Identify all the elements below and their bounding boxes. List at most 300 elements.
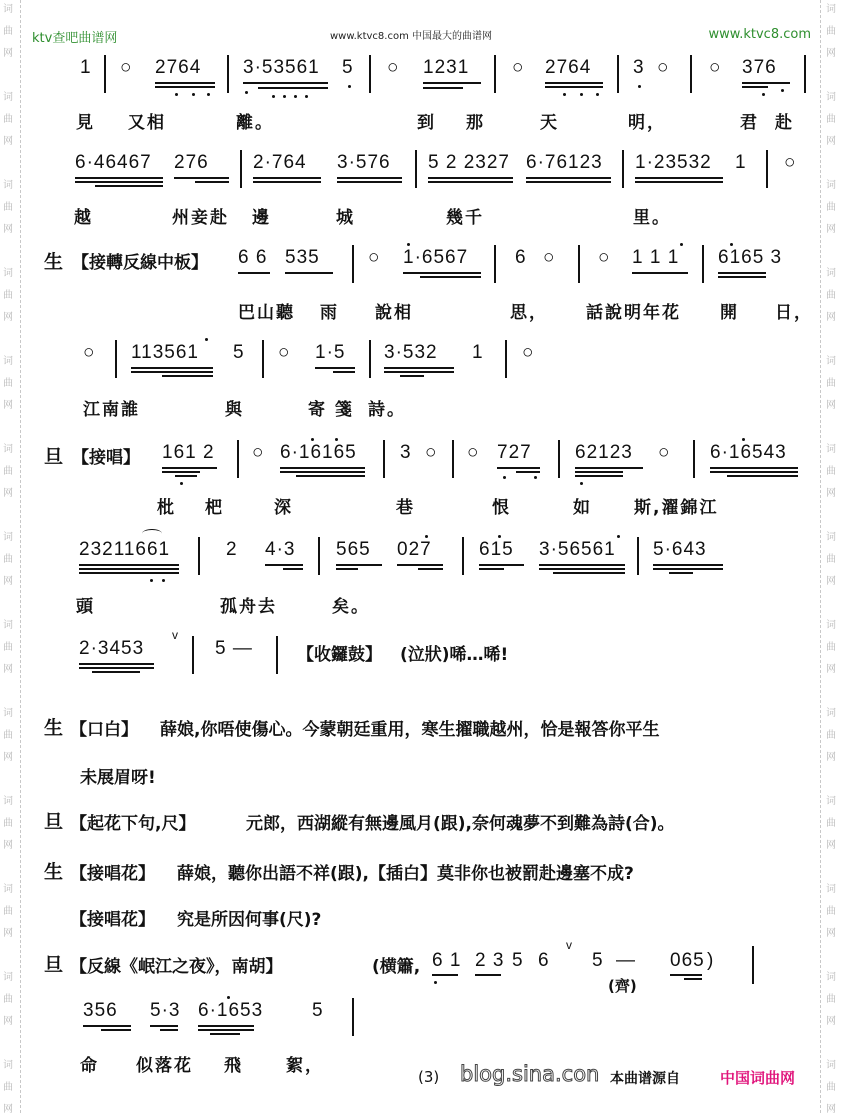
note-group: 727 xyxy=(497,442,532,463)
breath-mark: v xyxy=(566,938,573,952)
lyric: 如 xyxy=(573,498,592,518)
watermark-char: 词 xyxy=(826,620,836,631)
underline xyxy=(336,568,358,570)
underline xyxy=(670,974,702,976)
note: 6 xyxy=(515,247,527,268)
lyric: 巷 xyxy=(396,498,415,518)
lyric: 寄 箋 xyxy=(308,400,354,420)
barline xyxy=(318,537,320,575)
note-group: 1 1 1 xyxy=(632,247,680,268)
watermark-char: 曲 xyxy=(3,642,13,653)
note-group: 2 3 xyxy=(475,950,505,971)
underline xyxy=(210,1033,240,1035)
note-group: 535 xyxy=(285,247,320,268)
underline xyxy=(337,181,402,183)
lyric: 城 xyxy=(336,208,355,228)
watermark-char: 网 xyxy=(826,136,836,147)
lyric: 明， xyxy=(628,113,666,133)
watermark-char: 曲 xyxy=(826,554,836,565)
watermark-char: 网 xyxy=(3,224,13,235)
barline xyxy=(369,55,371,93)
underline xyxy=(253,177,321,179)
watermark-char: 曲 xyxy=(826,290,836,301)
watermark-char: 曲 xyxy=(826,994,836,1005)
octave-dot xyxy=(205,338,208,341)
source-site-link[interactable]: 中国词曲网 xyxy=(720,1069,796,1087)
octave-dot xyxy=(311,438,314,441)
watermark-char: 网 xyxy=(826,752,836,763)
watermark-char: 网 xyxy=(826,48,836,59)
role-label: 生 xyxy=(44,861,64,883)
rest: ○ xyxy=(522,342,535,363)
lyric: 州妾赴 xyxy=(172,208,229,228)
underline xyxy=(400,375,424,377)
watermark-char: 曲 xyxy=(826,818,836,829)
underline xyxy=(526,181,611,183)
barline xyxy=(505,340,507,378)
underline xyxy=(397,564,443,566)
tune-tag: 【接唱】 xyxy=(72,448,140,468)
underline xyxy=(423,87,463,89)
octave-dot xyxy=(580,93,583,96)
lyric: 孤舟去 xyxy=(220,597,277,617)
lyric: 思， xyxy=(510,303,548,323)
left-watermark-strip xyxy=(0,0,21,1113)
tune-tag: 【接轉反線中板】 xyxy=(72,253,208,273)
watermark-char: 网 xyxy=(3,1104,13,1115)
note-group: 5·643 xyxy=(653,539,707,560)
lyric: 杷 xyxy=(205,498,224,518)
barline xyxy=(115,340,117,378)
octave-dot xyxy=(434,981,437,984)
lyric: 矣。 xyxy=(332,597,370,617)
underline xyxy=(79,667,154,669)
role-label: 旦 xyxy=(44,954,64,976)
underline xyxy=(423,82,481,84)
note-group: 2764 xyxy=(155,57,202,78)
role-label: 生 xyxy=(44,717,64,739)
watermark-char: 曲 xyxy=(3,818,13,829)
barline xyxy=(104,55,106,93)
note: 3 xyxy=(400,442,412,463)
octave-dot xyxy=(730,243,733,246)
close-paren: ) xyxy=(707,950,715,971)
underline xyxy=(742,82,790,84)
note-group: 6·16165 xyxy=(280,442,357,463)
lyric: 深 xyxy=(274,498,293,518)
watermark-char: 曲 xyxy=(826,1082,836,1093)
octave-dot xyxy=(498,535,501,538)
barline xyxy=(237,440,239,478)
barline xyxy=(383,440,385,478)
note-group: 065 xyxy=(670,950,705,971)
underline xyxy=(727,475,798,477)
note-group: 3·56561 xyxy=(539,539,616,560)
barline xyxy=(494,55,496,93)
lyric: 那 xyxy=(466,113,485,133)
underline xyxy=(280,471,365,473)
underline xyxy=(315,367,355,369)
watermark-char: 词 xyxy=(3,4,13,15)
note-group: 1·6567 xyxy=(403,247,469,268)
rest: ○ xyxy=(368,247,381,268)
underline xyxy=(198,1025,254,1027)
underline xyxy=(258,87,328,89)
watermark-char: 词 xyxy=(826,1060,836,1071)
barline xyxy=(198,537,200,575)
note-group: 615 xyxy=(479,539,514,560)
underline xyxy=(265,564,303,566)
underline xyxy=(539,568,625,570)
lyric: 話說明年花 xyxy=(586,303,681,323)
right-watermark-strip xyxy=(820,0,843,1113)
underline xyxy=(150,1025,178,1027)
underline xyxy=(131,371,213,373)
octave-dot xyxy=(180,482,183,485)
underline xyxy=(296,475,365,477)
speech-tag-cont: 【接唱花】 xyxy=(70,910,155,930)
note-group: 2764 xyxy=(545,57,592,78)
watermark-char: 词 xyxy=(3,532,13,543)
barline xyxy=(262,340,264,378)
lyric: 頭 xyxy=(76,597,95,617)
watermark-char: 曲 xyxy=(826,642,836,653)
watermark-char: 网 xyxy=(826,1104,836,1115)
watermark-char: 词 xyxy=(826,444,836,455)
watermark-char: 网 xyxy=(826,576,836,587)
note-group: 6 6 xyxy=(238,247,268,268)
underline xyxy=(497,467,540,469)
rest: ○ xyxy=(387,57,400,78)
watermark-char: 曲 xyxy=(3,378,13,389)
source-label: 本曲谱源自 xyxy=(610,1071,680,1087)
underline xyxy=(336,564,382,566)
barline xyxy=(452,440,454,478)
watermark-char: 词 xyxy=(826,972,836,983)
note-group: 565 xyxy=(336,539,371,560)
speech-text-cont: 究是所因何事(尺)? xyxy=(177,910,322,930)
underline xyxy=(684,978,702,980)
barline xyxy=(558,440,560,478)
lyric: 見 xyxy=(76,113,95,133)
instrument-note: (齊) xyxy=(608,977,637,995)
underline xyxy=(479,568,504,570)
octave-dot xyxy=(680,243,683,246)
rest: ○ xyxy=(467,442,480,463)
rest: ○ xyxy=(543,247,556,268)
watermark-char: 词 xyxy=(826,532,836,543)
note-group: 5 2 2327 xyxy=(428,152,510,173)
rest: ○ xyxy=(657,57,670,78)
underline xyxy=(79,568,179,570)
watermark-char: 曲 xyxy=(826,26,836,37)
note-group: 356 xyxy=(83,1000,118,1021)
lyric: 幾千 xyxy=(446,208,484,228)
watermark-char: 词 xyxy=(826,4,836,15)
barline xyxy=(276,636,278,674)
watermark-char: 词 xyxy=(3,708,13,719)
dash: — xyxy=(616,950,636,971)
watermark-char: 曲 xyxy=(826,378,836,389)
watermark-char: 曲 xyxy=(3,906,13,917)
lyric: 飛 xyxy=(224,1056,243,1076)
barline xyxy=(804,55,806,93)
role-label: 生 xyxy=(44,251,64,273)
underline xyxy=(403,272,481,274)
note-group: 113561 xyxy=(131,342,199,363)
watermark-char: 词 xyxy=(826,884,836,895)
barline xyxy=(702,245,704,283)
underline xyxy=(280,467,365,469)
header-left-site[interactable]: ktv查吧曲谱网 xyxy=(32,31,118,46)
role-label: 旦 xyxy=(44,811,64,833)
underline xyxy=(333,371,355,373)
octave-dot xyxy=(596,93,599,96)
watermark-char: 词 xyxy=(3,796,13,807)
speech-text: 元郎，西湖縱有無邊風月(跟),奈何魂夢不到難為詩(合)。 xyxy=(246,814,675,834)
watermark-char: 网 xyxy=(826,664,836,675)
note-group: 1·5 xyxy=(315,342,346,363)
note-group: 3·53561 xyxy=(243,57,320,78)
watermark-char: 词 xyxy=(3,444,13,455)
lyric: 邊 xyxy=(252,208,271,228)
page-number: (3) xyxy=(418,1068,440,1086)
barline xyxy=(578,245,580,283)
underline xyxy=(384,367,454,369)
watermark-char: 词 xyxy=(3,884,13,895)
underline xyxy=(418,568,443,570)
underline xyxy=(516,471,540,473)
underline xyxy=(79,663,154,665)
note-group: 376 xyxy=(742,57,777,78)
lyric: 詩。 xyxy=(368,400,406,420)
octave-dot xyxy=(617,535,620,538)
watermark-char: 词 xyxy=(3,620,13,631)
note-group: 1·23532 xyxy=(635,152,712,173)
underline xyxy=(238,272,270,274)
barline xyxy=(617,55,619,93)
octave-dot xyxy=(762,93,765,96)
octave-dot xyxy=(563,93,566,96)
underline xyxy=(428,181,513,183)
octave-dot xyxy=(207,93,210,96)
barline xyxy=(690,55,692,93)
underline xyxy=(632,272,688,274)
watermark-char: 词 xyxy=(3,268,13,279)
watermark-char: 曲 xyxy=(826,114,836,125)
underline xyxy=(79,572,179,574)
watermark-char: 词 xyxy=(3,972,13,983)
watermark-char: 网 xyxy=(3,312,13,323)
underline xyxy=(539,564,625,566)
note-group: 027 xyxy=(397,539,432,560)
note-group: 23211661 xyxy=(79,539,171,560)
note-group: 161 2 xyxy=(162,442,215,463)
note-group: 62123 xyxy=(575,442,633,463)
watermark-char: 词 xyxy=(826,796,836,807)
barline xyxy=(462,537,464,575)
underline xyxy=(83,1025,131,1027)
barline xyxy=(766,150,768,188)
underline xyxy=(428,177,513,179)
lyric: 君 xyxy=(740,113,759,133)
lyric: 離。 xyxy=(236,113,274,133)
rest: ○ xyxy=(658,442,671,463)
lyric: 又相 xyxy=(128,113,166,133)
underline xyxy=(575,467,643,469)
watermark-char: 网 xyxy=(3,136,13,147)
watermark-char: 词 xyxy=(826,356,836,367)
percussion-tag: 【收鑼鼓】 xyxy=(297,645,382,665)
octave-dot xyxy=(348,85,351,88)
watermark-char: 网 xyxy=(3,928,13,939)
octave-dot xyxy=(294,95,297,98)
underline xyxy=(432,974,458,976)
underline xyxy=(384,371,454,373)
lyric: 天 xyxy=(540,113,559,133)
watermark-char: 曲 xyxy=(3,26,13,37)
underline xyxy=(553,572,625,574)
underline xyxy=(79,564,179,566)
note-group: 5·3 xyxy=(150,1000,181,1021)
speech-tag: 【起花下句,尺】 xyxy=(70,814,196,834)
barline xyxy=(494,245,496,283)
note: 1 xyxy=(472,342,484,363)
note-group: 6165 3 xyxy=(718,247,783,268)
speech-text: 薛娘，聽你出語不祥(跟),【插白】莫非你也被罰赴邊塞不成? xyxy=(177,864,634,884)
watermark-char: 网 xyxy=(826,312,836,323)
barline xyxy=(352,998,354,1036)
octave-dot xyxy=(638,85,641,88)
octave-dot xyxy=(335,438,338,441)
watermark-char: 词 xyxy=(826,92,836,103)
lyric: 斯,濯錦江 xyxy=(634,498,719,518)
barline xyxy=(752,946,754,984)
underline xyxy=(101,1029,131,1031)
rest: ○ xyxy=(598,247,611,268)
note-group: 4·3 xyxy=(265,539,296,560)
watermark-char: 网 xyxy=(3,488,13,499)
watermark-char: 曲 xyxy=(826,466,836,477)
note-group: 2·764 xyxy=(253,152,307,173)
underline xyxy=(162,375,213,377)
lyric: 命 xyxy=(80,1056,99,1076)
note: 5 xyxy=(592,950,604,971)
rest: ○ xyxy=(120,57,133,78)
action-text: (泣狀)唏…唏! xyxy=(400,645,509,665)
underline xyxy=(653,568,723,570)
rest: ○ xyxy=(512,57,525,78)
note-group: 6·46467 xyxy=(75,152,152,173)
underline xyxy=(75,177,163,179)
underline xyxy=(420,276,481,278)
speech-tag: 【接唱花】 xyxy=(70,864,155,884)
underline xyxy=(635,177,723,179)
note: 2 xyxy=(226,539,238,560)
underline xyxy=(131,367,213,369)
octave-dot xyxy=(192,93,195,96)
watermark-char: 网 xyxy=(3,1016,13,1027)
barline xyxy=(227,55,229,93)
rest: ○ xyxy=(83,342,96,363)
underline xyxy=(155,86,215,88)
barline xyxy=(240,150,242,188)
underline xyxy=(160,1029,178,1031)
rest: ○ xyxy=(252,442,265,463)
octave-dot xyxy=(407,243,410,246)
octave-dot xyxy=(580,482,583,485)
lyric: 雨 xyxy=(320,303,339,323)
slur xyxy=(142,529,162,538)
watermark-char: 词 xyxy=(3,1060,13,1071)
watermark-char: 网 xyxy=(826,400,836,411)
underline xyxy=(718,272,766,274)
underline xyxy=(526,177,611,179)
role-label: 旦 xyxy=(44,446,64,468)
lyric: 恨 xyxy=(492,498,511,518)
lyric: 枇 xyxy=(157,498,176,518)
blog-watermark: blog.sina.con xyxy=(460,1062,600,1086)
barline xyxy=(637,537,639,575)
underline xyxy=(162,471,200,473)
underline xyxy=(635,181,723,183)
note: 5 xyxy=(342,57,354,78)
watermark-char: 网 xyxy=(826,224,836,235)
watermark-char: 曲 xyxy=(826,906,836,917)
octave-dot xyxy=(503,476,506,479)
lyric: 日， xyxy=(775,303,813,323)
note-group: 6·76123 xyxy=(526,152,603,173)
underline xyxy=(710,471,798,473)
octave-dot xyxy=(227,996,230,999)
speech-text-cont: 未展眉呀! xyxy=(80,768,156,788)
watermark-char: 词 xyxy=(826,180,836,191)
underline xyxy=(545,86,603,88)
rest: ○ xyxy=(278,342,291,363)
note-group: 6 1 xyxy=(432,950,462,971)
watermark-char: 网 xyxy=(3,400,13,411)
watermark-char: 曲 xyxy=(3,466,13,477)
underline xyxy=(195,181,229,183)
lyric: 開 xyxy=(720,303,739,323)
note: 5 xyxy=(512,950,524,971)
header-center-text: www.ktvc8.com 中国最大的曲谱网 xyxy=(330,31,493,42)
watermark-char: 网 xyxy=(3,48,13,59)
watermark-char: 词 xyxy=(826,708,836,719)
note-group: 3·576 xyxy=(337,152,391,173)
watermark-char: 网 xyxy=(826,488,836,499)
header-right-site[interactable]: www.ktvc8.com xyxy=(708,27,811,42)
lyric: 里。 xyxy=(633,208,671,228)
underline xyxy=(710,467,798,469)
octave-dot xyxy=(175,93,178,96)
underline xyxy=(545,82,603,84)
underline xyxy=(243,82,328,84)
note-group: 5 — xyxy=(215,638,253,659)
note: 1 xyxy=(735,152,747,173)
note-group: 3·532 xyxy=(384,342,438,363)
breath-mark: v xyxy=(172,628,179,642)
octave-dot xyxy=(272,95,275,98)
rest: ○ xyxy=(425,442,438,463)
underline xyxy=(475,974,501,976)
underline xyxy=(479,564,524,566)
note-group: 2·3453 xyxy=(79,638,145,659)
barline xyxy=(192,636,194,674)
watermark-char: 网 xyxy=(3,840,13,851)
underline xyxy=(742,86,768,88)
underline xyxy=(653,564,723,566)
